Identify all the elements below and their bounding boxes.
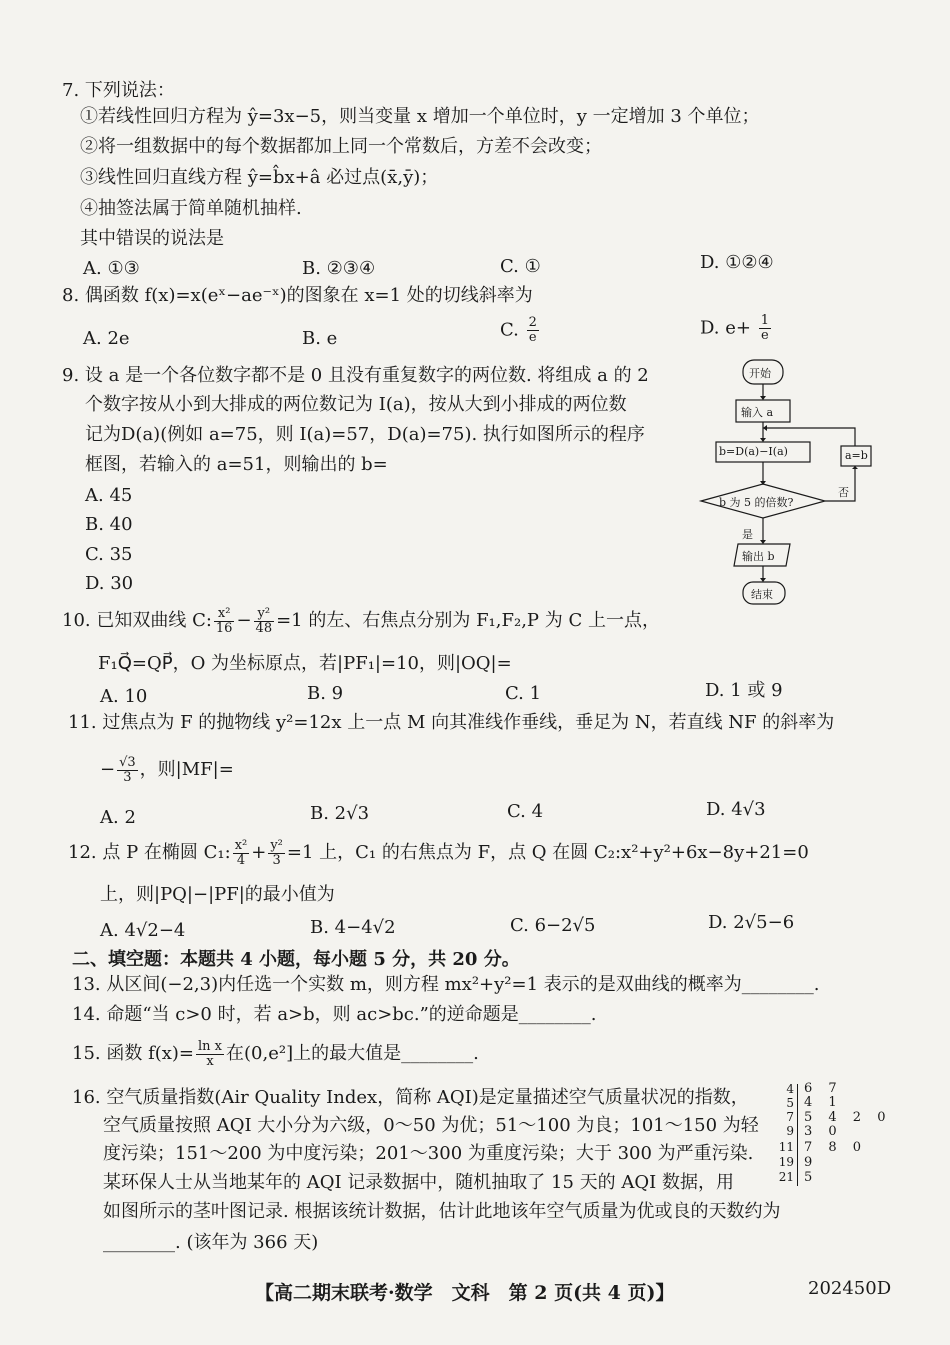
leaves-1: 4 1 [804, 1095, 843, 1110]
exam-code: 202450D [808, 1278, 892, 1299]
q11-fraction: $\frac{√3}{3}$ [119, 754, 136, 785]
stem-6: 21 [778, 1170, 794, 1184]
q12-option-a: A. 4√2−4 [100, 920, 186, 941]
q11-option-b: B. 2√3 [310, 803, 370, 824]
flow-output: 输出 b [742, 550, 775, 563]
q11-minus: − [100, 759, 116, 780]
stem-3: 9 [786, 1124, 794, 1138]
flow-assign: a=b [845, 449, 868, 462]
q16-line-1: 16. 空气质量指数(Air Quality Index，简称 AQI)是定量描述空气质量状况的指数， [72, 1087, 749, 1108]
q8-stem: 8. 偶函数 f(x)=x(eˣ−ae⁻ˣ)的图象在 x=1 处的切线斜率为 [62, 285, 533, 306]
leaves-6: 5 [804, 1170, 819, 1185]
q7-statement-3: ③线性回归直线方程 ŷ=b̂x+â 必过点(x̄,ȳ)； [80, 167, 439, 188]
q10-option-c: C. 1 [505, 683, 542, 704]
q15-prefix: 15. 函数 f(x)= [72, 1043, 195, 1064]
q16-line-4: 某环保人士从当地某年的 AQI 记录数据中，随机抽取了 15 天的 AQI 数据，用 [103, 1172, 734, 1193]
leaves-4: 7 8 0 [804, 1140, 868, 1155]
q9-flowchart [698, 356, 883, 611]
q11-option-a: A. 2 [100, 807, 136, 828]
section-fill-in-heading: 二、填空题：本题共 4 小题，每小题 5 分，共 20 分。 [72, 949, 520, 970]
q14-text: 14. 命题“当 c>0 时，若 a>b，则 ac>bc.”的逆命题是________. [72, 1004, 597, 1025]
q10-option-d: D. 1 或 9 [705, 680, 783, 701]
stem-2: 7 [786, 1110, 794, 1124]
q10-prefix: 10. 已知双曲线 C: [62, 610, 212, 631]
q12-suffix: =1 上，C₁ 的右焦点为 F，点 Q 在圆 C₂:x²+y²+6x−8y+21=0 [286, 842, 809, 863]
flow-start: 开始 [749, 367, 771, 380]
q12-line-1 [68, 835, 809, 871]
q12-option-c: C. 6−2√5 [510, 915, 596, 936]
q9-line-1: 9. 设 a 是一个各位数字都不是 0 且没有重复数字的两位数. 将组成 a 的 2 [62, 365, 649, 386]
flow-no-label: 否 [838, 486, 849, 499]
leaves-3: 3 0 [804, 1124, 843, 1139]
q12-option-b: B. 4−4√2 [310, 917, 396, 938]
q10-option-b: B. 9 [307, 683, 344, 704]
q16-line-3: 度污染；151～200 为中度污染；201～300 为重度污染；大于 300 为严重污染. [103, 1143, 754, 1164]
q8-option-b: B. e [302, 328, 338, 349]
q10-minus: − [236, 610, 252, 631]
q11-option-d: D. 4√3 [706, 799, 766, 820]
q12-line-2: 上，则|PQ|−|PF|的最小值为 [100, 884, 335, 905]
page-footer: 【高二期末联考·数学 文科 第 2 页(共 4 页)】 [255, 1282, 675, 1304]
q10-option-a: A. 10 [100, 686, 148, 707]
flow-input: 输入 a [741, 406, 774, 419]
q12-option-d: D. 2√5−6 [708, 912, 795, 933]
q12-prefix: 12. 点 P 在椭圆 C₁: [68, 842, 231, 863]
stem-0: 4 [786, 1082, 794, 1096]
q8-option-d [700, 314, 773, 343]
flow-yes-label: 是 [742, 528, 753, 541]
stem-leaf-plot [770, 1082, 890, 1192]
q15-text [72, 1036, 479, 1072]
q8-option-a: A. 2e [83, 328, 130, 349]
flowchart-shapes [698, 356, 883, 611]
q7-statement-4: ④抽签法属于简单随机抽样. [80, 198, 302, 219]
q8-option-c [500, 316, 541, 345]
q7-statement-1: ①若线性回归方程为 ŷ=3x−5，则当变量 x 增加一个单位时，y 一定增加 3 个单位； [80, 106, 760, 127]
flow-end: 结束 [751, 588, 773, 601]
flow-process: b=D(a)−I(a) [719, 445, 788, 458]
q8-c-fraction: $\frac{2}{e}$ [528, 315, 537, 345]
stem-1: 5 [786, 1096, 794, 1110]
q9-line-2: 个数字按从小到大排成的两位数记为 I(a)，按从大到小排成的两位数 [85, 394, 627, 415]
q12-frac-1: $\frac{\text{x²}}{4}$ [234, 837, 248, 868]
q9-option-a: A. 45 [85, 485, 133, 506]
q16-line-5: 如图所示的茎叶图记录. 根据该统计数据，估计此地该年空气质量为优或良的天数约为 [103, 1201, 781, 1222]
q10-frac-2: $\frac{\text{y²}}{48}$ [255, 605, 273, 636]
q11-option-c: C. 4 [507, 801, 544, 822]
stem-leaf-divider [797, 1084, 798, 1186]
q9-line-3: 记为D(a)(例如 a=75，则 I(a)=57，D(a)=75). 执行如图所示的程序 [85, 424, 645, 445]
stem-5: 19 [778, 1155, 794, 1169]
q7-option-d: D. ①②④ [700, 252, 774, 273]
q12-frac-2: $\frac{\text{y²}}{3}$ [270, 837, 283, 868]
q9-option-b: B. 40 [85, 514, 133, 535]
q8-c-label: C. [500, 319, 519, 341]
q11-suffix: ，则|MF|= [139, 759, 234, 780]
q15-fraction: $\frac{\text{ln x}}{x}$ [198, 1038, 223, 1069]
q7-option-a: A. ①③ [83, 258, 140, 279]
q9-line-4: 框图，若输入的 a=51，则输出的 b= [85, 454, 388, 475]
leaves-2: 5 4 2 0 [804, 1110, 892, 1125]
q10-suffix: =1 的左、右焦点分别为 F₁,F₂,P 为 C 上一点， [276, 610, 660, 631]
q10-line-2: F₁Q⃗=QP⃗，O 为坐标原点，若|PF₁|=10，则|OQ|= [98, 653, 512, 674]
leaves-5: 9 [804, 1155, 819, 1170]
q7-option-c: C. ① [500, 256, 541, 277]
q7-statement-2: ②将一组数据中的每个数据都加上同一个常数后，方差不会改变； [80, 136, 602, 157]
q16-line-6: ________. (该年为 366 天) [103, 1232, 319, 1253]
flow-decision: b 为 5 的倍数? [719, 496, 794, 509]
q7-ask: 其中错误的说法是 [80, 228, 224, 249]
q9-option-c: C. 35 [85, 544, 133, 565]
q13-text: 13. 从区间(−2,3)内任选一个实数 m，则方程 mx²+y²=1 表示的是双曲线的概率为________. [72, 974, 820, 995]
q7-option-b: B. ②③④ [302, 258, 376, 279]
q11-line-1: 11. 过焦点为 F 的抛物线 y²=12x 上一点 M 向其准线作垂线，垂足为 N，若直线 NF 的斜率为 [68, 712, 835, 733]
q15-suffix: 在(0,e²]上的最大值是________. [226, 1043, 479, 1064]
q10-line-1 [62, 603, 660, 639]
leaves-0: 6 7 [804, 1081, 843, 1096]
q8-d-fraction: $\frac{1}{e}$ [760, 313, 769, 343]
q8-d-label: D. e+ [700, 317, 751, 339]
stem-4: 11 [778, 1140, 794, 1154]
q7-stem: 7. 下列说法： [62, 80, 175, 101]
q16-line-2: 空气质量按照 AQI 大小分为六级，0～50 为优；51～100 为良；101～150 为轻 [103, 1115, 759, 1136]
q12-plus: + [251, 842, 267, 863]
q11-line-2 [100, 752, 234, 788]
q9-option-d: D. 30 [85, 573, 134, 594]
q10-frac-1: $\frac{\text{x²}}{16}$ [215, 605, 233, 636]
